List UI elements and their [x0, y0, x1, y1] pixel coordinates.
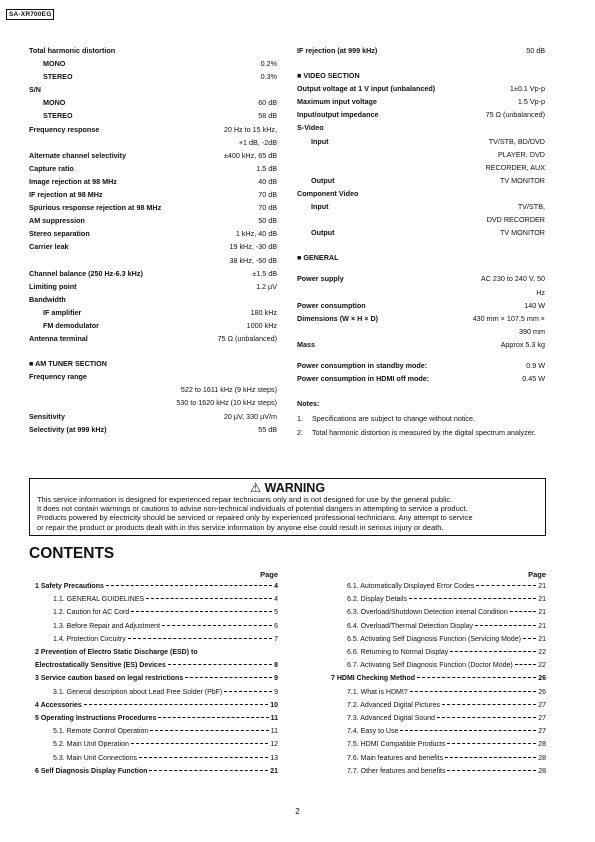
toc-page-number: 22: [538, 649, 546, 657]
toc-entry[interactable]: [297, 620, 546, 633]
toc-leader: [523, 638, 536, 639]
spec-value: DVD RECORDER: [486, 215, 545, 225]
warning-line: Products powered by electricity should be serviced or repaired only by experienced professional technicians. Any attempt to service: [37, 513, 473, 523]
toc-page-number: 26: [538, 688, 546, 696]
spec-label: Output: [311, 175, 335, 185]
toc-leader: [162, 625, 272, 626]
toc-entry[interactable]: [297, 633, 546, 646]
spec-row: [29, 83, 277, 96]
spec-value: 180 kHz: [250, 307, 277, 317]
toc-leader: [515, 664, 536, 665]
spec-value: 0.2%: [260, 59, 277, 69]
spec-label: MONO: [43, 98, 66, 108]
toc-leader: [417, 677, 536, 678]
spec-row: [29, 240, 277, 253]
toc-page-number: 21: [538, 609, 546, 617]
toc-entry[interactable]: [29, 633, 278, 646]
video-spec-list: [297, 82, 545, 239]
spec-label: S/N: [29, 85, 41, 95]
spec-row: [29, 267, 277, 280]
spec-row: [29, 423, 277, 436]
toc-entry[interactable]: [29, 646, 278, 659]
contents-title: CONTENTS: [29, 545, 115, 562]
spec-label: Alternate channel selectivity: [29, 150, 127, 160]
toc-entry-title: 5.3. Main Unit Connections: [53, 754, 138, 762]
note-item: [297, 427, 545, 438]
spec-row: [29, 280, 277, 293]
spec-value: 40 dB: [258, 176, 277, 186]
spec-row: [297, 272, 545, 285]
toc-entry-title: 7.1. What is HDMI?: [347, 688, 408, 696]
spec-value: 0.3%: [260, 72, 277, 82]
spec-value: 75 Ω (unbalanced): [217, 334, 277, 344]
spec-value: 1.5 dB: [256, 163, 277, 173]
toc-entry[interactable]: [297, 659, 546, 672]
spec-row: [29, 201, 277, 214]
spec-value: 20 Hz to 15 kHz,: [223, 124, 277, 134]
spec-label: MONO: [43, 59, 66, 69]
video-section-title: ■ VIDEO SECTION: [297, 71, 360, 81]
toc-entry[interactable]: [297, 765, 546, 778]
spec-value: 58 dB: [258, 111, 277, 121]
spec-row: [297, 359, 545, 372]
toc-leader: [128, 638, 272, 639]
toc-leader: [131, 743, 268, 744]
spec-row: [297, 82, 545, 95]
toc-entry-title: 1.1. GENERAL GUIDELINES: [53, 596, 145, 604]
toc-page-number: 4: [274, 583, 278, 590]
toc-page-number: 11: [270, 728, 278, 736]
toc-leader: [409, 598, 536, 599]
toc-page-number: 9: [274, 688, 278, 696]
note-number: 1.: [297, 414, 303, 424]
spec-value: +1 dB, -2dB: [238, 137, 277, 147]
toc-entry[interactable]: [29, 620, 278, 633]
warning-box: [29, 478, 546, 536]
spec-row: [297, 161, 545, 174]
spec-row: [29, 149, 277, 162]
spec-value: 1 kHz, 40 dB: [235, 229, 277, 239]
spec-value: TV/STB, BD/DVD: [488, 136, 545, 146]
toc-entry[interactable]: [29, 580, 278, 593]
spec-label: Power consumption in standby mode:: [297, 360, 428, 370]
toc-right-list: [297, 580, 546, 778]
general-section-title: ■ GENERAL: [297, 253, 339, 263]
toc-page-number: 21: [538, 583, 546, 590]
spec-row: [297, 174, 545, 187]
toc-page-number: 26: [538, 675, 546, 683]
toc-leader: [476, 585, 536, 586]
toc-leader: [450, 651, 536, 652]
spec-label: Spurious response rejection at 98 MHz: [29, 203, 162, 213]
spec-row: [297, 286, 545, 299]
toc-page-number: 22: [538, 662, 546, 670]
spec-row: [29, 57, 277, 70]
toc-page-number: 27: [538, 715, 546, 723]
toc-entry-title: 5 Operating Instructions Procedures: [35, 715, 157, 723]
toc-entry[interactable]: [29, 593, 278, 606]
toc-leader: [442, 704, 536, 705]
spec-value: 19 kHz, -30 dB: [229, 242, 277, 252]
toc-entry[interactable]: [29, 686, 278, 699]
spec-row: [297, 372, 545, 385]
warning-line: or repair the product or products dealt with in this service information by anyone else could result in serious injury or death.: [37, 522, 444, 532]
spec-row: [29, 109, 277, 122]
am-section-title: ■ AM TUNER SECTION: [29, 359, 107, 369]
spec-value: TV/STB,: [517, 202, 545, 212]
spec-label: Input/output impedance: [297, 110, 379, 120]
spec-row: [297, 226, 545, 239]
am-spec-list: [29, 410, 277, 436]
warning-title: ⚠ WARNING: [249, 481, 326, 495]
toc-entry[interactable]: [29, 712, 278, 725]
toc-entry[interactable]: [297, 699, 546, 712]
toc-leader: [445, 757, 536, 758]
spec-value: PLAYER, DVD: [498, 149, 545, 159]
toc-entry-title: 1.2. Caution for AC Cord: [53, 609, 130, 617]
toc-page-number: 13: [270, 754, 278, 762]
toc-entry[interactable]: [297, 606, 546, 619]
spec-label: IF amplifier: [43, 307, 82, 317]
spec-label: IF rejection (at 999 kHz): [297, 46, 378, 55]
toc-entry-title: 4 Accessories: [35, 701, 82, 709]
spec-value: ±1.5 dB: [252, 268, 277, 278]
spec-label: Selectivity (at 999 kHz): [29, 424, 107, 434]
spec-row: [29, 370, 277, 383]
toc-leader: [475, 625, 536, 626]
spec-label: Frequency response: [29, 124, 100, 134]
spec-label: Output voltage at 1 V input (unbalanced): [297, 84, 436, 94]
toc-entry-title: 1.4. Protection Circuitry: [53, 635, 126, 643]
warning-line: It does not contain warnings or cautions to advise non-technical individuals of potential dangers in attempting to service a product.: [37, 504, 468, 514]
spec-label: Stereo separation: [29, 229, 90, 239]
spec-label: Output: [311, 228, 335, 238]
toc-entry-title: 6.7. Activating Self Diagnosis Function (Doctor Mode): [347, 662, 513, 670]
spec-label: Carrier leak: [29, 242, 69, 252]
spec-value: 530 to 1620 kHz (10 kHz steps): [176, 398, 277, 408]
spec-value: 1.2 µV: [256, 281, 277, 291]
spec-label: Bandwidth: [29, 294, 66, 304]
toc-page-number: 5: [274, 609, 278, 617]
toc-page-number: 12: [270, 741, 278, 749]
toc-entry-title: 7.6. Main features and benefits: [347, 754, 444, 762]
spec-row: [29, 44, 277, 57]
notes-title: Notes:: [297, 399, 320, 409]
toc-entry[interactable]: [297, 752, 546, 765]
toc-leader: [185, 677, 272, 678]
toc-entry[interactable]: [297, 593, 546, 606]
toc-entry-title: 6.2. Display Details: [347, 596, 407, 604]
toc-entry[interactable]: [29, 752, 278, 765]
toc-leader: [84, 704, 268, 705]
toc-page-header: Page: [528, 570, 546, 579]
spec-label: Power consumption in HDMI off mode:: [297, 374, 430, 384]
toc-entry[interactable]: [29, 699, 278, 712]
spec-value: 75 Ω (unbalanced): [485, 110, 545, 120]
spec-value: ±400 kHz, 65 dB: [223, 150, 277, 160]
spec-row: [297, 187, 545, 200]
spec-value: 390 mm: [519, 326, 545, 336]
spec-label: Input: [311, 136, 329, 146]
spec-value: 140 W: [524, 300, 545, 310]
spec-row: [297, 44, 545, 57]
toc-entry[interactable]: [297, 646, 546, 659]
toc-entry[interactable]: [297, 580, 546, 593]
toc-page-number: 28: [538, 741, 546, 749]
spec-label: Maximum input voltage: [297, 97, 377, 107]
toc-leader: [410, 691, 537, 692]
toc-entry-title: 6.3. Overload/Shutdown Detection intenal Condition: [347, 609, 508, 617]
toc-page-number: 21: [538, 622, 546, 630]
toc-page-number: 8: [274, 662, 278, 670]
toc-page-number: 28: [538, 754, 546, 762]
toc-right-column: [297, 570, 546, 778]
spec-label: STEREO: [43, 111, 73, 121]
spec-value: TV MONITOR: [500, 228, 545, 238]
toc-entry[interactable]: [29, 765, 278, 778]
toc-leader: [149, 770, 268, 771]
spec-label: Mass: [297, 339, 315, 349]
spec-row: [29, 319, 277, 332]
toc-entry-title: 3 Service caution based on legal restrictions: [35, 675, 184, 683]
spec-value: 50 dB: [526, 46, 545, 55]
toc-leader: [146, 598, 272, 599]
toc-entry[interactable]: [297, 725, 546, 738]
toc-page-number: 6: [274, 622, 278, 630]
toc-entry[interactable]: [29, 672, 278, 685]
spec-row: [297, 213, 545, 226]
toc-entry-title: 6 Self Diagnosis Display Function: [35, 767, 148, 775]
spec-label: Capture ratio: [29, 163, 74, 173]
toc-page-number: 28: [538, 767, 546, 775]
spec-label: STEREO: [43, 72, 73, 82]
toc-entry[interactable]: [297, 712, 546, 725]
spec-value: 1.5 Vp-p: [517, 97, 545, 107]
toc-entry-title: 7.3. Advanced Digital Sound: [347, 715, 435, 723]
spec-row: [29, 214, 277, 227]
toc-entry-title: 1 Safety Precautions: [35, 583, 104, 590]
spec-row: [29, 332, 277, 345]
spec-label: Input: [311, 202, 329, 212]
general-spec-list: [297, 272, 545, 385]
toc-leader: [106, 585, 272, 586]
spec-row: [29, 227, 277, 240]
spec-row: [297, 325, 545, 338]
spec-label: AM suppression: [29, 216, 85, 226]
model-number: SA-XR700EG: [6, 9, 54, 20]
spec-label: Image rejection at 98 MHz: [29, 176, 117, 186]
toc-leader: [168, 664, 272, 665]
spec-label: IF rejection at 98 MHz: [29, 190, 103, 200]
toc-leader: [447, 743, 536, 744]
toc-entry-title: 5.2. Main Unit Operation: [53, 741, 129, 749]
toc-leader: [224, 691, 272, 692]
spec-row: [29, 188, 277, 201]
toc-page-number: 21: [270, 767, 278, 775]
note-text: Total harmonic distortion is measured by the digital spectrum analyzer.: [312, 428, 536, 438]
left-spec-column: [29, 44, 277, 436]
spec-row: [297, 95, 545, 108]
toc-page-number: 4: [274, 596, 278, 604]
toc-page-number: 11: [270, 715, 278, 723]
toc-page-number: 10: [270, 701, 278, 709]
spec-row: [29, 254, 277, 267]
right-spec-column: [297, 44, 545, 438]
toc-entry[interactable]: [29, 659, 278, 672]
toc-leader: [158, 717, 268, 718]
spec-value: 60 dB: [258, 98, 277, 108]
toc-page-number: 27: [538, 701, 546, 709]
spec-row: [297, 200, 545, 213]
spec-row: [29, 70, 277, 83]
spec-label: Antenna terminal: [29, 334, 88, 344]
spec-value: Hz: [536, 287, 545, 297]
spec-value: 0.45 W: [522, 374, 545, 384]
toc-entry-title: 6.1. Automatically Displayed Error Codes: [347, 583, 475, 590]
toc-left-list: [29, 580, 278, 778]
spec-label: Power consumption: [297, 300, 366, 310]
toc-entry[interactable]: [29, 606, 278, 619]
spec-value: 1000 kHz: [246, 320, 277, 330]
toc-entry-title: 2 Prevention of Electro Static Discharge (ESD) to: [35, 649, 198, 657]
toc-leader: [437, 717, 536, 718]
spec-label: FM demodulator: [43, 320, 99, 330]
toc-entry[interactable]: [29, 725, 278, 738]
toc-leader: [447, 770, 536, 771]
spec-value: Approx 5.3 kg: [500, 339, 545, 349]
toc-page-number: 21: [538, 635, 546, 643]
spec-row: [29, 175, 277, 188]
toc-entry-title: 6.6. Returning to Normal Display: [347, 649, 449, 657]
spec-value: 20 µV, 330 µV/m: [223, 411, 277, 421]
spec-row: [29, 410, 277, 423]
toc-leader: [150, 730, 268, 731]
spec-value: 38 kHz, -50 dB: [229, 255, 277, 265]
spec-value: 0.9 W: [526, 360, 545, 370]
toc-entry[interactable]: [29, 738, 278, 751]
spec-row: [29, 123, 277, 136]
toc-entry-title: 7.7. Other features and benefits: [347, 767, 446, 775]
warning-line: This service information is designed for experienced repair technicians only and is not designed for use by the general public.: [37, 495, 453, 504]
spec-label: S-Video: [297, 123, 324, 133]
spec-label: Component Video: [297, 188, 359, 198]
spec-value: RECORDER, AUX: [485, 162, 545, 172]
note-number: 2.: [297, 428, 303, 438]
toc-left-column: [29, 570, 278, 778]
spec-label: Limiting point: [29, 281, 77, 291]
spec-row: [297, 135, 545, 148]
spec-row: [29, 293, 277, 306]
spec-row: [297, 148, 545, 161]
spec-row: [297, 299, 545, 312]
toc-entry[interactable]: [297, 738, 546, 751]
spec-row: [29, 306, 277, 319]
toc-page-header: Page: [260, 570, 278, 579]
toc-page-number: 21: [538, 596, 546, 604]
note-text: Specifications are subject to change without notice.: [312, 414, 476, 424]
spec-row: [29, 96, 277, 109]
toc-entry-title: 7.4. Easy to Use: [347, 728, 399, 736]
toc-entry-title: 1.3. Before Repair and Adjustment: [53, 622, 161, 630]
toc-entry-title: 6.5. Activating Self Diagnosis Function (Servicing Mode): [347, 635, 521, 643]
page-number: 2: [295, 807, 300, 816]
toc-entry-title: 5.1. Remote Control Operation: [53, 728, 149, 736]
toc-page-number: 27: [538, 728, 546, 736]
spec-value: 1±0.1 Vp-p: [509, 84, 545, 94]
spec-value: TV MONITOR: [500, 175, 545, 185]
toc-page-number: 7: [274, 635, 278, 643]
spec-row: [29, 136, 277, 149]
spec-value: 70 dB: [258, 190, 277, 200]
note-item: [297, 413, 545, 424]
notes-list: [297, 413, 545, 438]
spec-label: Total harmonic distortion: [29, 46, 116, 55]
spec-label: Dimensions (W × H × D): [297, 313, 379, 323]
spec-label: Frequency range: [29, 372, 87, 382]
spec-value: 430 mm × 107.5 mm ×: [472, 313, 545, 323]
toc-entry-title: 3.1. General description about Lead Free Solder (PbF): [53, 688, 223, 696]
toc-entry-title: 6.4. Overload/Thermal Detection Display: [347, 622, 474, 630]
toc-entry-title: 7.5. HDMI Compatible Products: [347, 741, 446, 749]
fm-spec-list: [29, 44, 277, 345]
toc-page-number: 9: [274, 675, 278, 683]
spec-label: Channel balance (250 Hz-6.3 kHz): [29, 268, 143, 278]
spec-value: 50 dB: [258, 216, 277, 226]
toc-entry-title: 7.2. Advanced Digital Pictures: [347, 701, 440, 709]
spec-row: [297, 108, 545, 121]
spec-label: Sensitivity: [29, 411, 65, 421]
toc-entry[interactable]: [297, 672, 546, 685]
toc-entry-title: 7 HDMI Checking Method: [331, 675, 416, 683]
spec-row: [297, 312, 545, 325]
toc-entry[interactable]: [297, 686, 546, 699]
spec-value: AC 230 to 240 V, 50: [480, 274, 545, 284]
toc-leader: [510, 611, 536, 612]
toc-leader: [139, 757, 268, 758]
toc-leader: [131, 611, 272, 612]
spec-row: [29, 162, 277, 175]
spec-row: [297, 338, 545, 351]
spec-row: [297, 121, 545, 134]
toc-entry-title: Electrostatically Sensitive (ES) Devices: [35, 662, 166, 670]
spec-value: 55 dB: [258, 424, 277, 434]
toc-leader: [400, 730, 536, 731]
spec-label: Power supply: [297, 274, 344, 284]
spec-value: 522 to 1611 kHz (9 kHz steps): [180, 385, 277, 395]
spec-value: 70 dB: [258, 203, 277, 213]
